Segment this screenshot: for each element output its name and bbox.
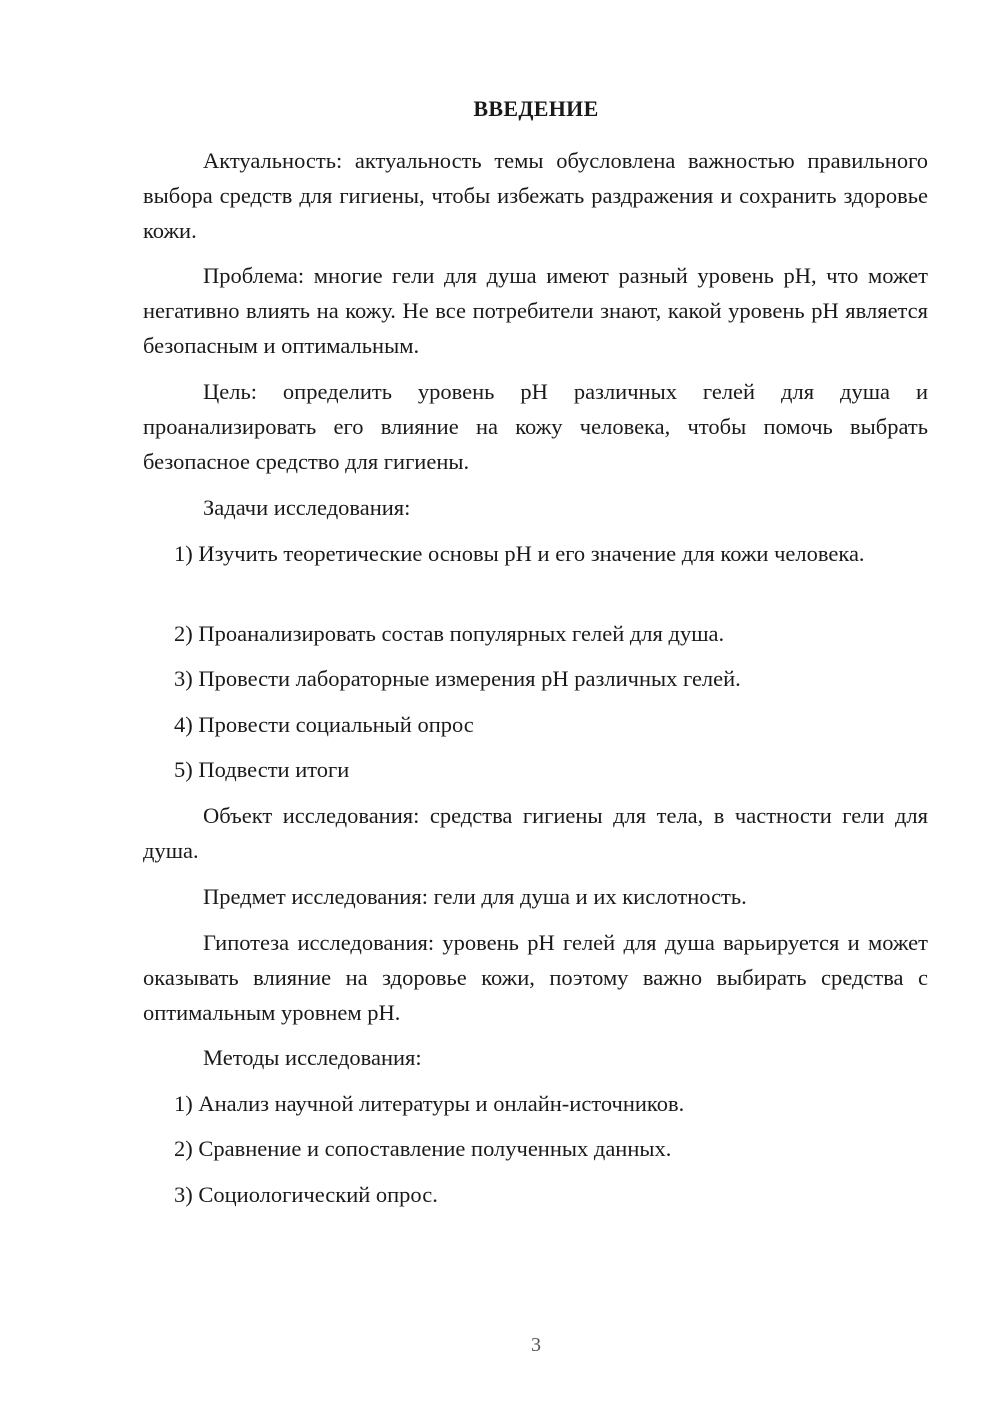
paragraph-subject: Предмет исследования: гели для душа и их кислотность.	[203, 884, 747, 909]
task-item-1: 1) Изучить теоретические основы pH и его значение для кожи человека.	[174, 541, 865, 566]
page-number: 3	[531, 1334, 541, 1356]
paragraph-object: Объект исследования: средства гигиены для тела, в частности гели для душа.	[143, 803, 928, 863]
paragraph-problem: Проблема: многие гели для душа имеют разный уровень pH, что может негативно влиять на кожу. Не все потребители знают, какой уровень pH является безопасным и оптимальным.	[143, 263, 928, 358]
task-item-4: 4) Провести социальный опрос	[174, 712, 474, 737]
method-item-3: 3) Социологический опрос.	[174, 1182, 438, 1207]
paragraph-goal: Цель: определить уровень pH различных гелей для душа и проанализировать его влияние на кожу человека, чтобы помочь выбрать безопасное средство для гигиены.	[143, 379, 928, 474]
tasks-heading: Задачи исследования:	[203, 495, 411, 520]
paragraph-hypothesis: Гипотеза исследования: уровень pH гелей для душа варьируется и может оказывать влияние на здоровье кожи, поэтому важно выбирать средства с оптимальным уровнем pH.	[143, 930, 928, 1025]
method-item-1: 1) Анализ научной литературы и онлайн-источников.	[174, 1091, 685, 1116]
task-item-3: 3) Провести лабораторные измерения pH различных гелей.	[174, 666, 741, 691]
paragraph-relevance: Актуальность: актуальность темы обусловлена важностью правильного выбора средств для гигиены, чтобы избежать раздражения и сохранить здоровье кожи.	[143, 148, 928, 243]
page-title: ВВЕДЕНИЕ	[473, 96, 599, 121]
method-item-2: 2) Сравнение и сопоставление полученных данных.	[174, 1136, 672, 1161]
task-item-2: 2) Проанализировать состав популярных гелей для душа.	[174, 621, 725, 646]
task-item-5: 5) Подвести итоги	[174, 757, 350, 782]
methods-heading: Методы исследования:	[203, 1045, 422, 1070]
